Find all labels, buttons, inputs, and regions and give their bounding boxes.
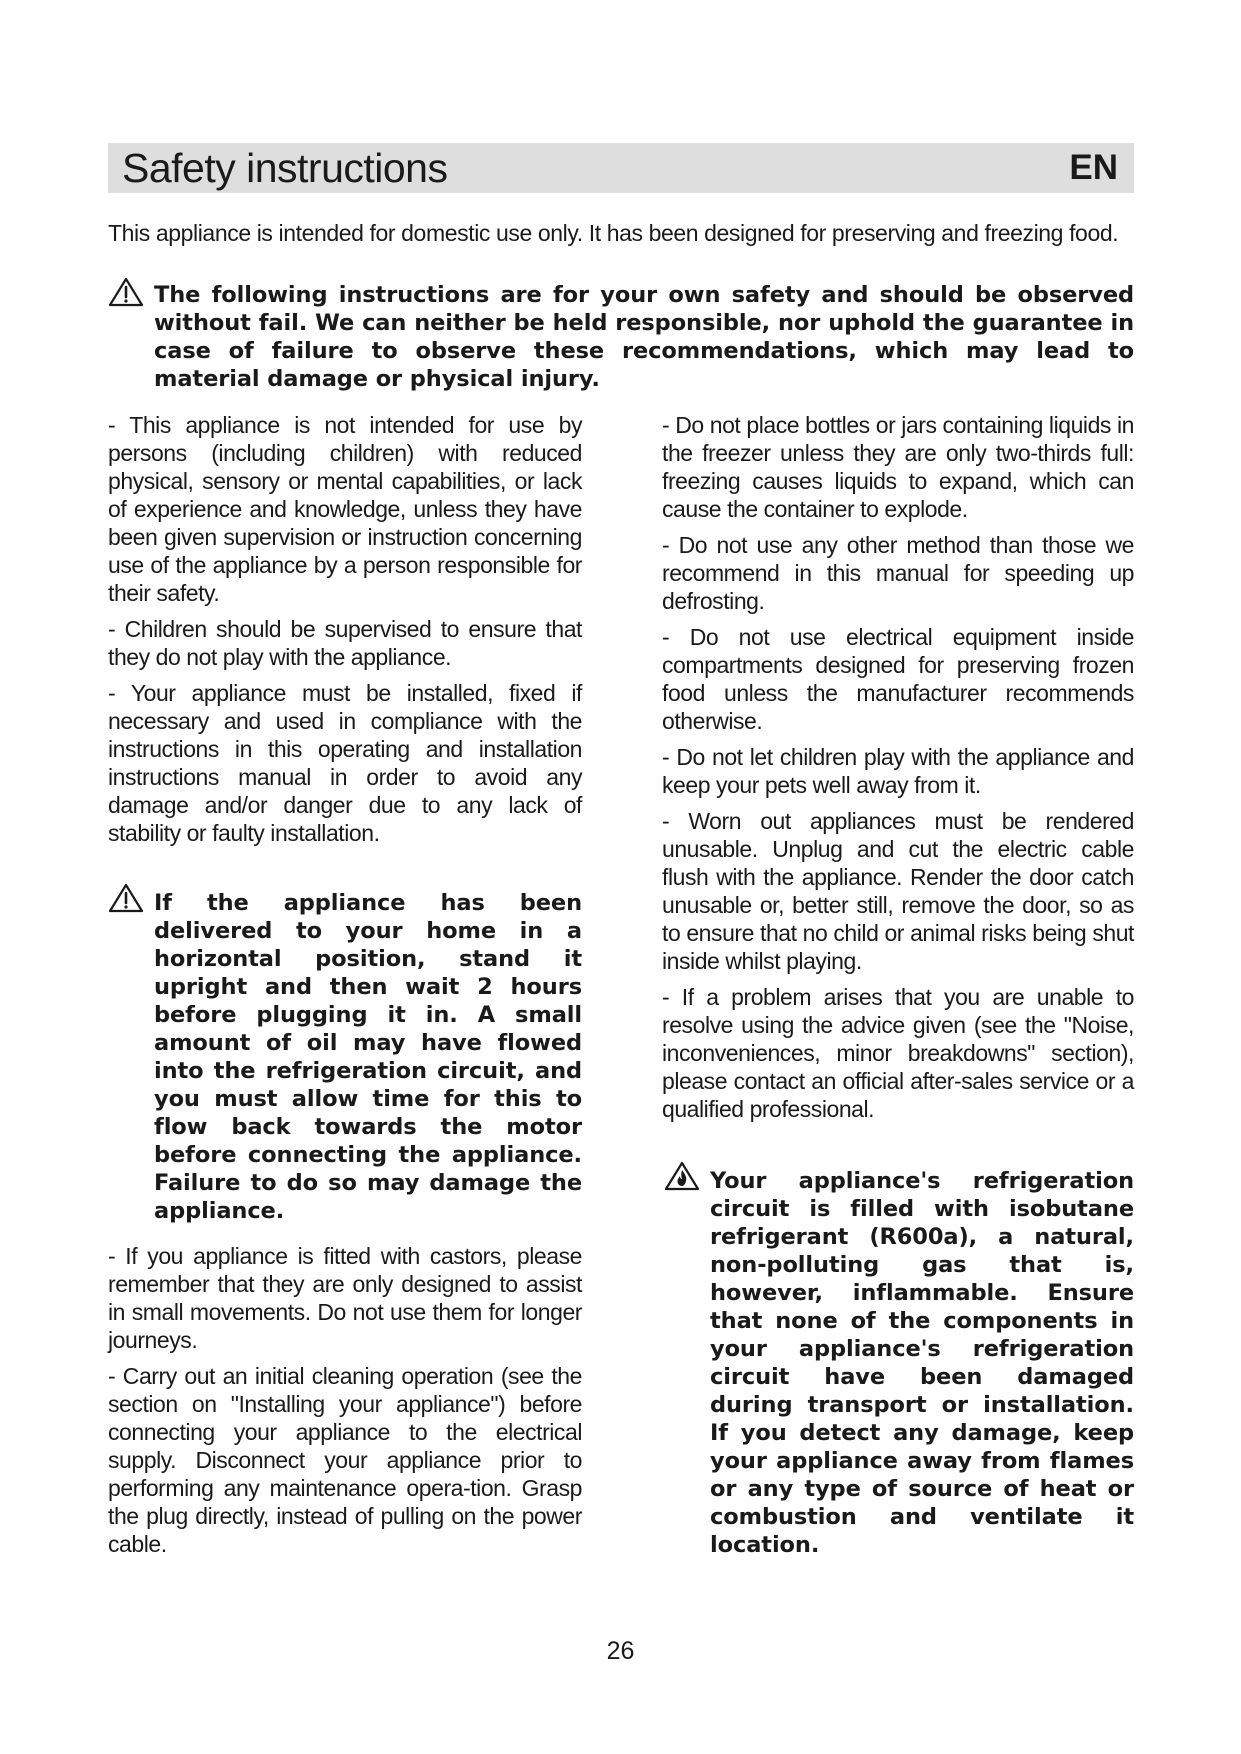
list-item: - If you appliance is fitted with castors, please remember that they are only designed to assist in small movements. Do not use them for longer journeys. bbox=[108, 1243, 582, 1353]
list-item: - Do not place bottles or jars containing liquids in the freezer unless they are only two-thirds full: freezing causes liquids to expand, which can cause the container to explode. bbox=[662, 412, 1134, 522]
left-column-bottom bbox=[108, 1242, 582, 1566]
warning-triangle-icon bbox=[108, 883, 144, 913]
language-code: EN bbox=[1069, 148, 1118, 187]
list-item: - Children should be supervised to ensure that they do not play with the appliance. bbox=[108, 616, 582, 670]
warning-triangle-icon bbox=[108, 277, 144, 307]
page-number: 26 bbox=[606, 1637, 635, 1665]
refrigerant-warning bbox=[710, 1167, 1134, 1559]
warning-text: If the appliance has been delivered to your home in a horizontal position, stand it upright and then wait 2 hours before plugging it in. A small amount of oil may have flowed into the refrigeration circuit, and you must allow time for this to flow back towards the motor before connecting the appliance. Failure to do so may damage the appliance. bbox=[154, 890, 582, 1224]
flammable-warning-icon bbox=[664, 1161, 700, 1191]
warning-text: Your appliance's refrigeration circuit is filled with isobutane refrigerant (R600a), a natural, non-polluting gas that is, however, inflammable. Ensure that none of the components in your appliance's refrigeration circuit have been damaged during transport or installation. If you detect any damage, keep your appliance away from flames or any type of source of heat or combustion and ventilate it location. bbox=[710, 1168, 1134, 1558]
list-item: - This appliance is not intended for use by persons (including children) with reduced physical, sensory or mental capabilities, or lack of experience and knowledge, unless they have been given supervision or instruction concerning use of the appliance by a person responsible for their safety. bbox=[108, 412, 582, 606]
list-item: - Do not use electrical equipment inside compartments designed for preserving frozen food unless the manufacturer recommends otherwise. bbox=[662, 624, 1134, 734]
warning-text: The following instructions are for your own safety and should be observed without fail. We can neither be held responsible, nor uphold the guarantee in case of failure to observe these recommendations, which may lead to material damage or physical injury. bbox=[154, 282, 1134, 392]
list-item: - Do not use any other method than those we recommend in this manual for speeding up defrosting. bbox=[662, 532, 1134, 614]
left-column-top bbox=[108, 411, 582, 855]
right-column bbox=[662, 411, 1134, 1131]
horizontal-delivery-warning bbox=[154, 889, 582, 1225]
intro-paragraph: This appliance is intended for domestic use only. It has been designed for preserving and freezing food. bbox=[108, 220, 1119, 246]
section-header bbox=[108, 143, 1134, 193]
general-safety-warning bbox=[154, 281, 1134, 393]
list-item: - Worn out appliances must be rendered unusable. Unplug and cut the electric cable flush with the appliance. Render the door catch unusable or, better still, remove the door, so as to ensure that no child or animal risks being shut inside whilst playing. bbox=[662, 808, 1134, 974]
page-title: Safety instructions bbox=[122, 145, 448, 191]
list-item: - Do not let children play with the appliance and keep your pets well away from it. bbox=[662, 744, 1134, 798]
list-item: - Carry out an initial cleaning operation (see the section on "Installing your appliance") before connecting your appliance to the electrical supply. Disconnect your appliance prior to performing any maintenance opera-tion. Grasp the plug directly, instead of pulling on the power cable. bbox=[108, 1363, 582, 1557]
list-item: - If a problem arises that you are unable to resolve using the advice given (see the "Noise, inconveniences, minor breakdowns" section), please contact an official after-sales service or a qualified professional. bbox=[662, 984, 1134, 1122]
list-item: - Your appliance must be installed, fixed if necessary and used in compliance with the instructions in this operating and installation instructions manual in order to avoid any damage and/or danger due to any lack of stability or faulty installation. bbox=[108, 680, 582, 846]
